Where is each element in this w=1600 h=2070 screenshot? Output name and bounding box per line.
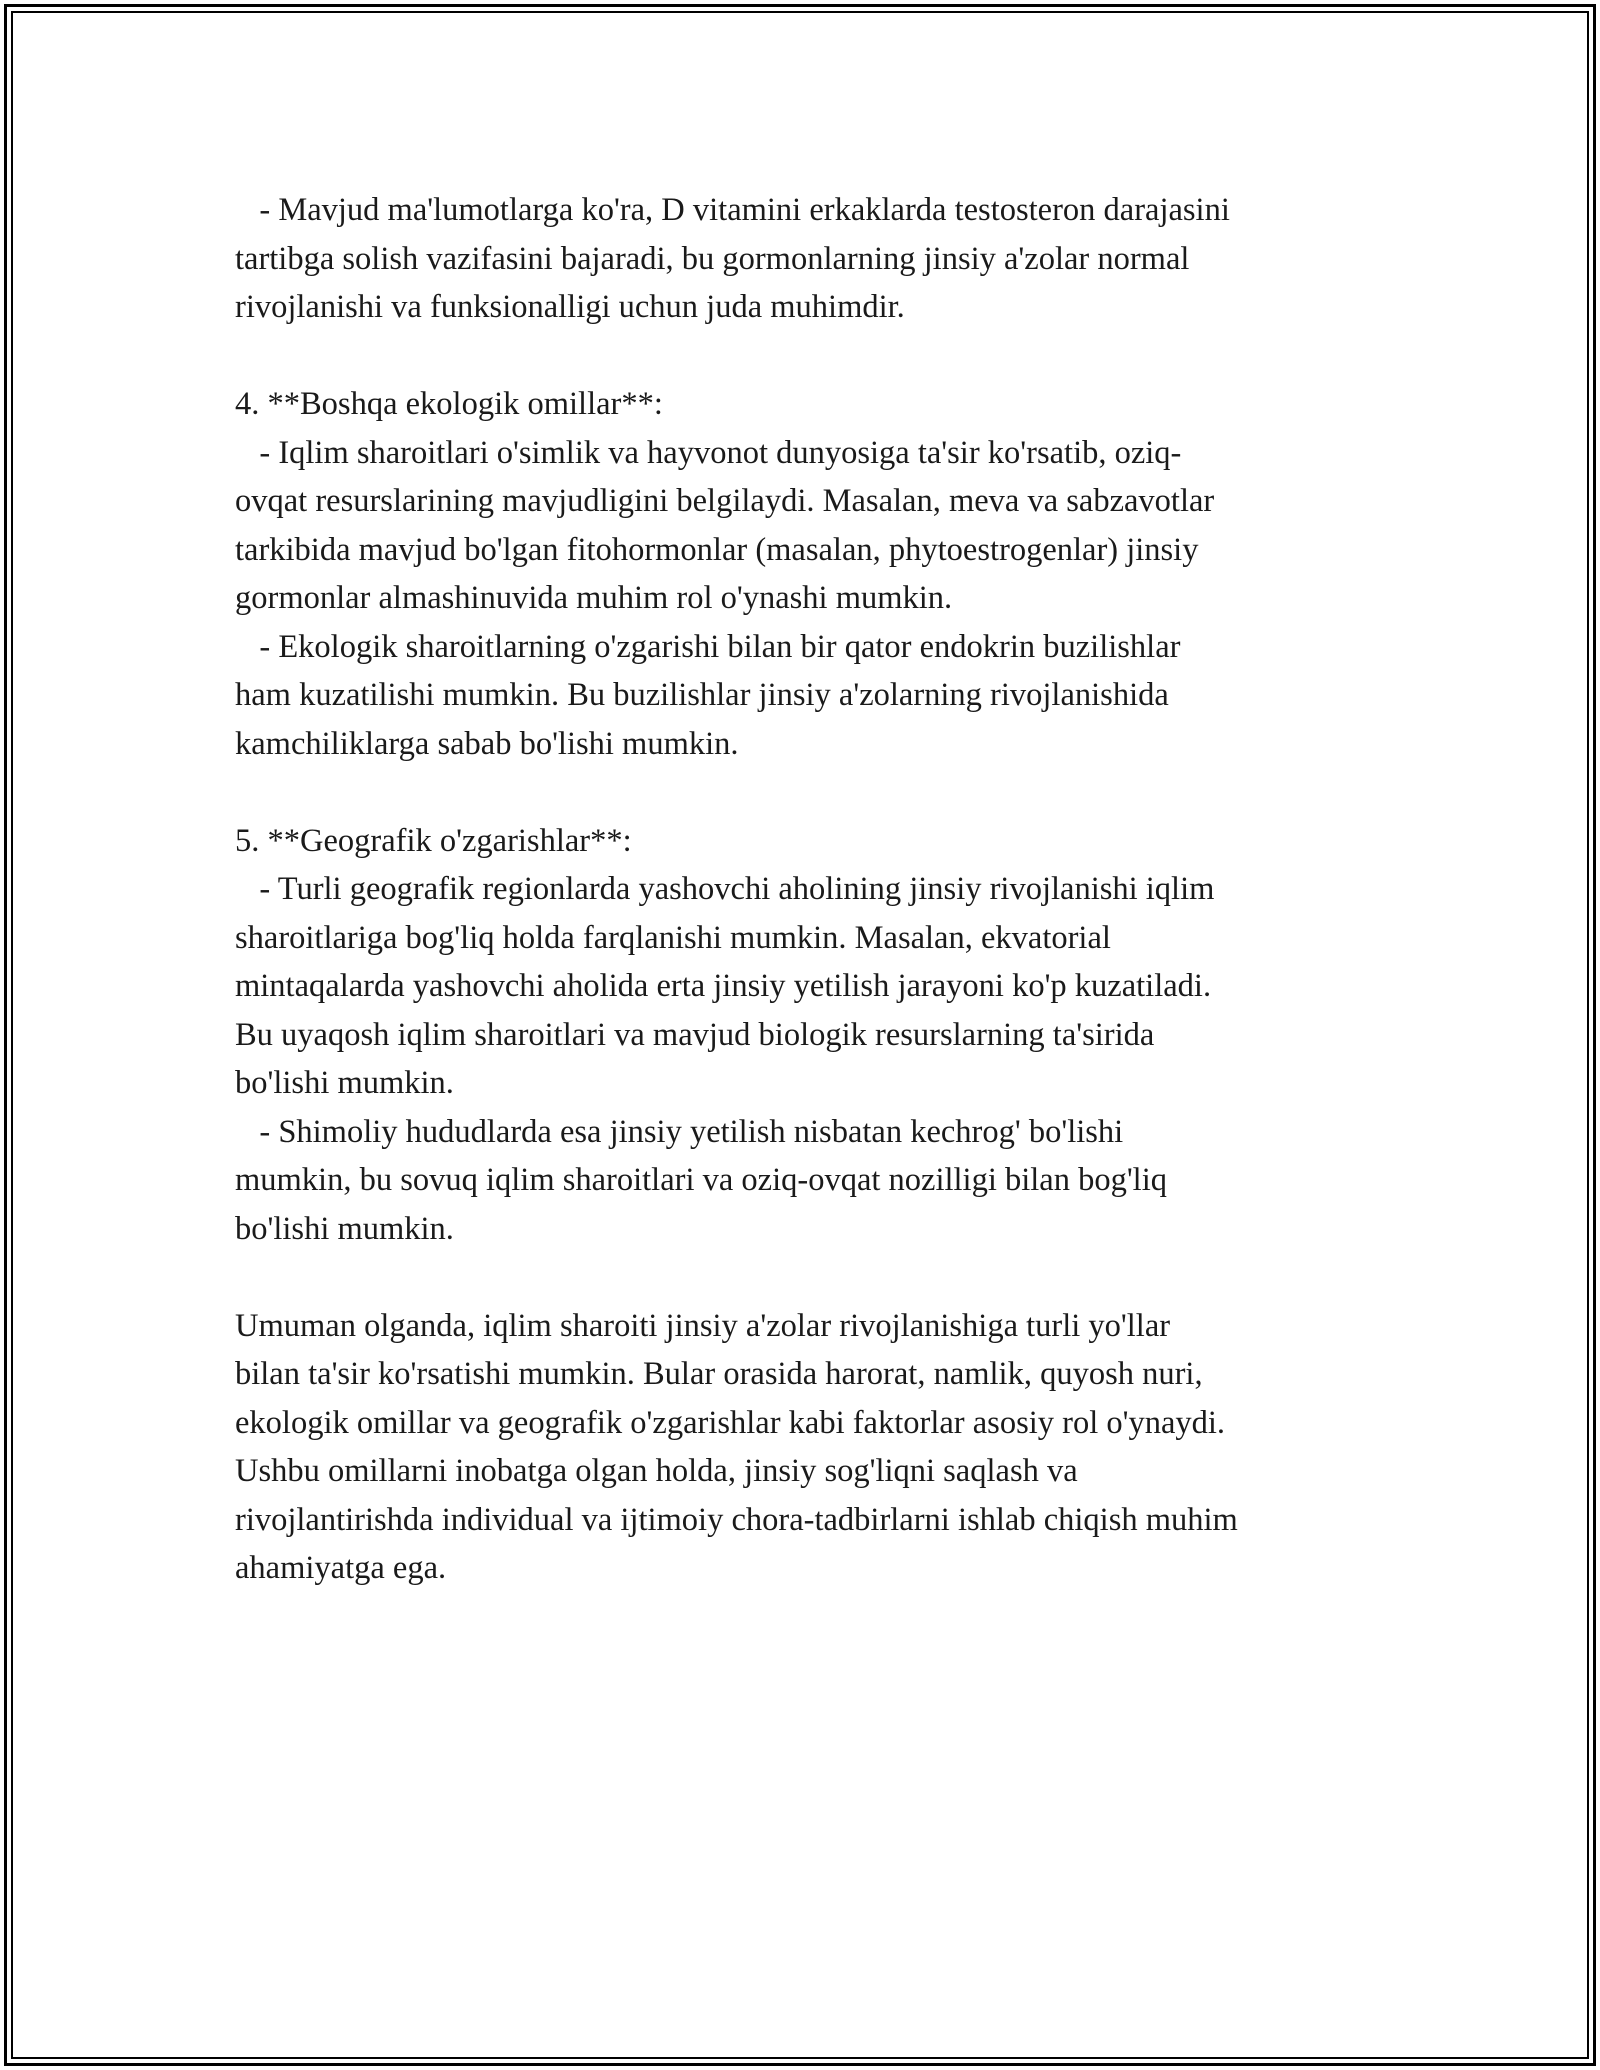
conclusion-line: Ushbu omillarni inobatga olgan holda, jinsiy sog'liqni saqlash va: [235, 1453, 1078, 1489]
text-line: tarkibida mavjud bo'lgan fitohormonlar (masalan, phytoestrogenlar) jinsiy: [235, 531, 1199, 568]
text-line: sharoitlariga bog'liq holda farqlanishi mumkin. Masalan, ekvatorial: [235, 919, 1111, 956]
blank-line: [235, 1253, 1395, 1302]
text-line: mumkin, bu sovuq iqlim sharoitlari va oziq-ovqat nozilligi bilan bog'liq: [235, 1162, 1167, 1198]
text-line: - Ekologik sharoitlarning o'zgarishi bilan bir qator endokrin buzilishlar: [235, 628, 1181, 665]
conclusion-line: rivojlantirishda individual va ijtimoiy chora-tadbirlarni ishlab chiqish muhim: [235, 1501, 1238, 1538]
conclusion-line: bilan ta'sir ko'rsatishi mumkin. Bular orasida harorat, namlik, quyosh nuri,: [235, 1356, 1203, 1392]
text-line: Bu uyaqosh iqlim sharoitlari va mavjud biologik resurslarning ta'sirida: [235, 1016, 1155, 1053]
section-heading-4: 4. **Boshqa ekologik omillar**:: [235, 386, 663, 422]
section-heading-5: 5. **Geografik o'zgarishlar**:: [235, 822, 632, 859]
text-line: bo'lishi mumkin.: [235, 1210, 454, 1247]
conclusion-line: Umuman olganda, iqlim sharoiti jinsiy a'zolar rivojlanishiga turli yo'llar: [235, 1307, 1171, 1344]
text-line: ham kuzatilishi mumkin. Bu buzilishlar jinsiy a'zolarning rivojlanishida: [235, 677, 1169, 713]
document-body: [235, 186, 1395, 1593]
text-line: - Turli geografik regionlarda yashovchi aholining jinsiy rivojlanishi iqlim: [235, 871, 1215, 907]
blank-line: [235, 332, 1395, 381]
text-line: rivojlanishi va funksionalligi uchun juda muhimdir.: [235, 289, 905, 325]
text-line: - Shimoliy hududlarda esa jinsiy yetilish nisbatan kechrog' bo'lishi: [235, 1113, 1124, 1150]
blank-line: [235, 768, 1395, 817]
text-line: kamchiliklarga sabab bo'lishi mumkin.: [235, 725, 739, 762]
text-line: - Mavjud ma'lumotlarga ko'ra, D vitamini erkaklarda testosteron darajasini: [235, 192, 1230, 228]
conclusion-line: ahamiyatga ega.: [235, 1550, 447, 1586]
text-line: gormonlar almashinuvida muhim rol o'ynashi mumkin.: [235, 580, 953, 616]
text-line: mintaqalarda yashovchi aholida erta jinsiy yetilish jarayoni ko'p kuzatiladi.: [235, 968, 1212, 1004]
text-line: tartibga solish vazifasini bajaradi, bu gormonlarning jinsiy a'zolar normal: [235, 240, 1190, 277]
text-line: - Iqlim sharoitlari o'simlik va hayvonot dunyosiga ta'sir ko'rsatib, oziq-: [235, 434, 1182, 471]
conclusion-line: ekologik omillar va geografik o'zgarishlar kabi faktorlar asosiy rol o'ynaydi.: [235, 1404, 1226, 1441]
text-line: bo'lishi mumkin.: [235, 1065, 454, 1101]
text-line: ovqat resurslarining mavjudligini belgilaydi. Masalan, meva va sabzavotlar: [235, 483, 1215, 519]
